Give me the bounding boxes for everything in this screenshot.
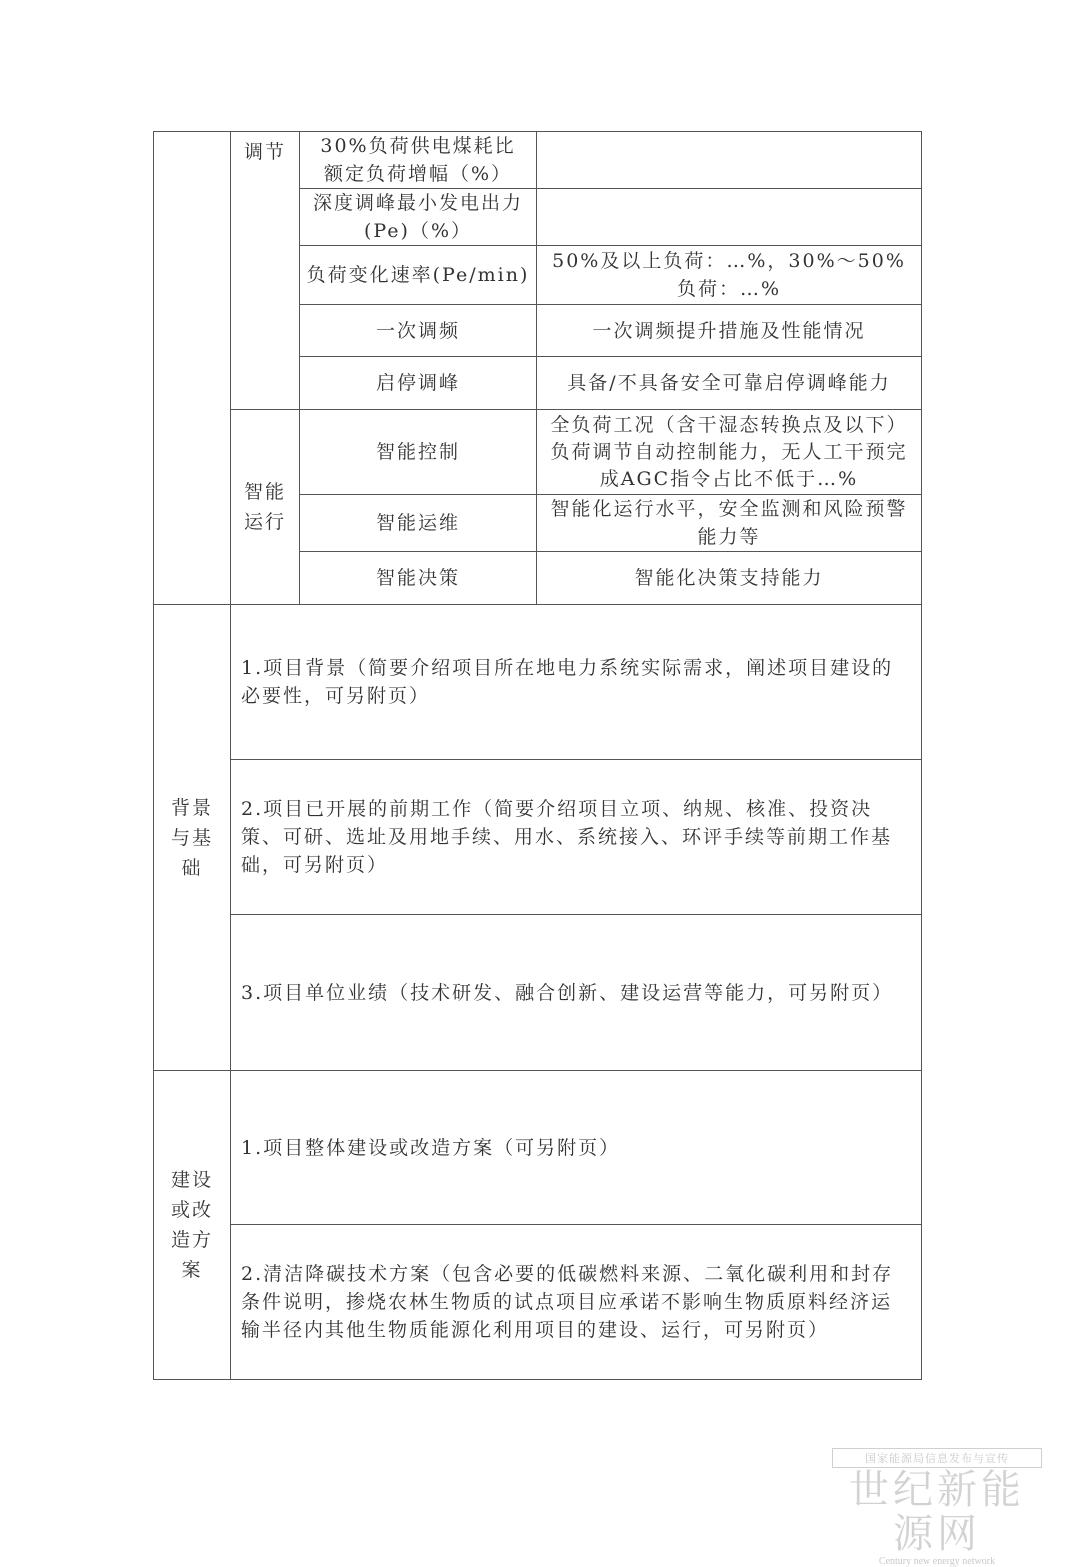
plan-item-2 xyxy=(231,1225,921,1379)
item-label: 30%负荷供电煤耗比额定负荷增幅（%） xyxy=(320,135,516,185)
paragraph-text: 1.项目背景（简要介绍项目所在地电力系统实际需求，阐述项目建设的必要性，可另附页） xyxy=(241,657,894,707)
item-smart-om xyxy=(300,495,536,551)
paragraph-text: 3.项目单位业绩（技术研发、融合创新、建设运营等能力，可另附页） xyxy=(241,981,894,1004)
group-label-zhineng xyxy=(231,410,299,604)
content-text: 全负荷工况（含干湿态转换点及以下）负荷调节自动控制能力，无人工干预完成AGC指令占比不低于…% xyxy=(550,413,908,490)
item-label: 智能控制 xyxy=(375,441,460,463)
section-label-text: 建设或改造方案 xyxy=(170,1169,213,1281)
watermark-subtitle: Century new energy network xyxy=(878,1556,996,1567)
item-min-output xyxy=(300,189,536,245)
group-label-tiaojie xyxy=(231,132,299,172)
item-start-stop xyxy=(300,357,536,409)
content-text: 具备/不具备安全可靠启停调峰能力 xyxy=(567,372,891,394)
item-label: 智能决策 xyxy=(375,567,460,589)
background-item-2 xyxy=(231,760,921,914)
content-text: 一次调频提升措施及性能情况 xyxy=(592,319,866,342)
section-label-text: 背景与基础 xyxy=(170,796,213,879)
watermark xyxy=(832,1448,1042,1567)
paragraph-text: 2.清洁降碳技术方案（包含必要的低碳燃料来源、二氧化碳利用和封存条件说明，掺烧农林生物质的试点项目应承诺不影响生物质原料经济运输半径内其他生物质能源化利用项目的建设、运行，可另附页） xyxy=(241,1263,894,1341)
content-text: 智能化运行水平，安全监测和风险预警能力等 xyxy=(550,498,908,548)
item-coal-consumption xyxy=(300,132,536,188)
item-primary-freq xyxy=(300,305,536,356)
item-smart-decision xyxy=(300,552,536,604)
section-label-plan xyxy=(154,1071,230,1379)
item-label: 负荷变化速率(Pe/min) xyxy=(306,264,530,286)
group-label-text: 智能运行 xyxy=(243,481,286,533)
content-start-stop xyxy=(537,357,921,409)
watermark-top-text: 国家能源局信息发布与宣传 xyxy=(832,1448,1042,1468)
content-text: 智能化决策支持能力 xyxy=(634,567,824,589)
paragraph-text: 2.项目已开展的前期工作（简要介绍项目立项、纳规、核准、投资决策、可研、选址及用地手续、用水、系统接入、环评手续等前期工作基础，可另附页） xyxy=(241,798,893,876)
content-load-rate xyxy=(537,246,921,304)
paragraph-text: 1.项目整体建设或改造方案（可另附页） xyxy=(241,1136,621,1159)
item-label: 启停调峰 xyxy=(375,372,460,394)
content-smart-decision xyxy=(537,552,921,604)
item-smart-control xyxy=(300,410,536,494)
content-min-output xyxy=(537,189,921,245)
item-label: 深度调峰最小发电出力(Pe)（%） xyxy=(312,192,523,242)
item-load-rate xyxy=(300,246,536,304)
table-border-right xyxy=(921,131,922,1380)
plan-item-1 xyxy=(231,1071,921,1224)
content-smart-control xyxy=(537,410,921,494)
group-label-text: 调节 xyxy=(243,141,286,163)
table-border-bottom xyxy=(153,1379,922,1380)
background-item-1 xyxy=(231,605,921,759)
watermark-logo-text: 世纪新能源网 xyxy=(849,1467,1025,1557)
background-item-3 xyxy=(231,915,921,1070)
item-label: 智能运维 xyxy=(375,512,460,534)
item-label: 一次调频 xyxy=(375,319,460,342)
content-coal-consumption xyxy=(537,132,921,188)
section-label-background xyxy=(154,605,230,1070)
content-primary-freq xyxy=(537,305,921,356)
content-smart-om xyxy=(537,495,921,551)
content-text: 50%及以上负荷：…%，30%～50%负荷：…% xyxy=(552,250,906,300)
